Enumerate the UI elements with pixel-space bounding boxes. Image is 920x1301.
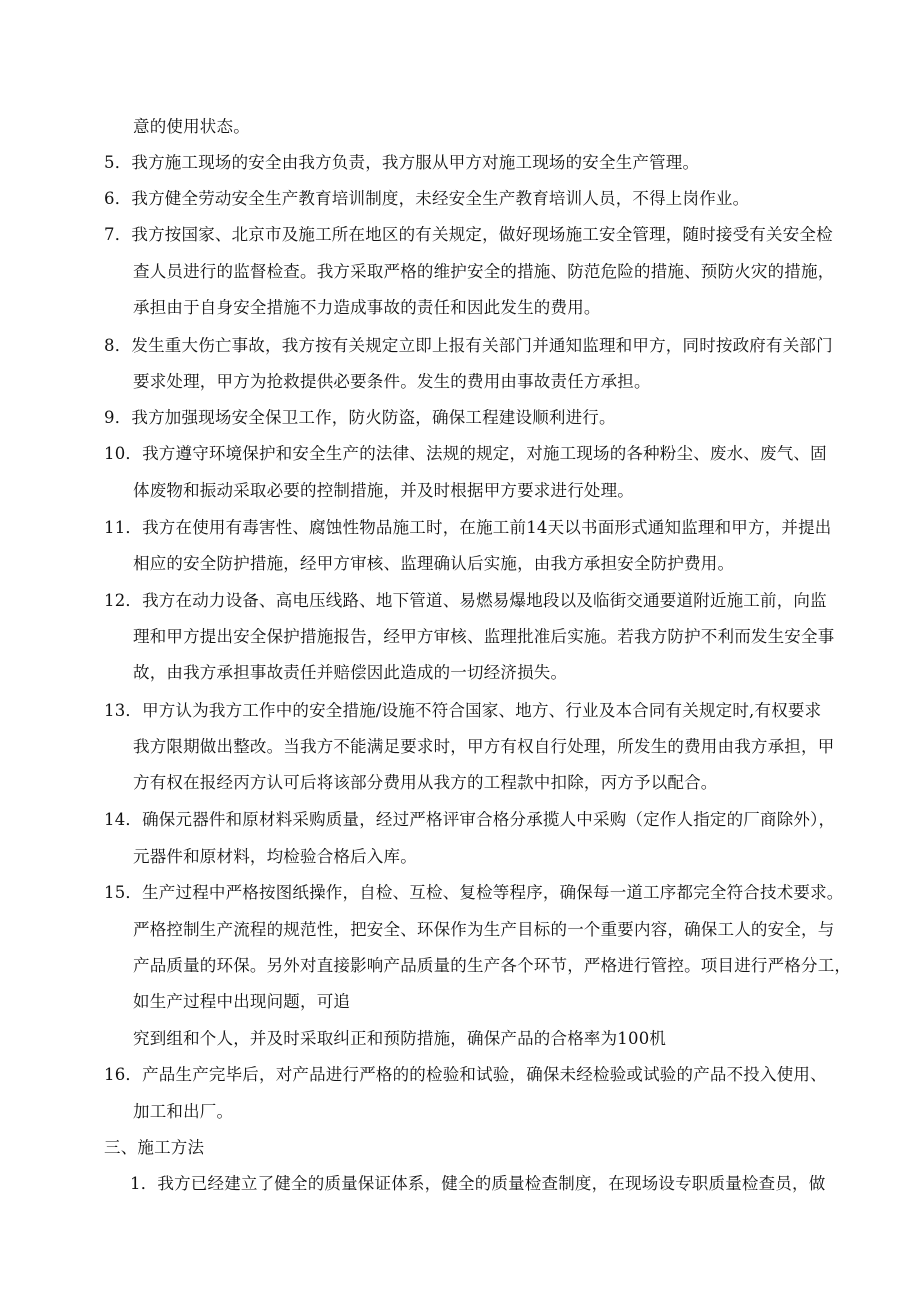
text-line: 1．我方已经建立了健全的质量保证体系，健全的质量检查制度，在现场设专职质量检查员，做 bbox=[130, 1174, 826, 1193]
text-line: 6．我方健全劳动安全生产教育培训制度，未经安全生产教育培训人员，不得上岗作业。 bbox=[104, 189, 750, 208]
text-line: 严格控制生产流程的规范性，把安全、环保作为生产目标的一个重要内容，确保工人的安全，与 bbox=[133, 920, 835, 939]
text-line: 查人员进行的监督检查。我方采取严格的维护安全的措施、防范危险的措施、预防火灾的措施， bbox=[133, 262, 835, 281]
text-line: 加工和出厂。 bbox=[133, 1102, 234, 1121]
text-line: 承担由于自身安全措施不力造成事故的责任和因此发生的费用。 bbox=[133, 298, 601, 317]
text-line: 产品质量的环保。另外对直接影响产品质量的生产各个环节，严格进行管控。项目进行严格分工， bbox=[133, 956, 852, 975]
text-line: 15．生产过程中严格按图纸操作，自检、互检、复检等程序，确保每一道工序都完全符合技术要求。 bbox=[104, 883, 844, 902]
text-line: 16．产品生产完毕后，对产品进行严格的的检验和试验，确保未经检验或试验的产品不投入使用、 bbox=[104, 1065, 827, 1084]
text-line: 8．发生重大伤亡事故，我方按有关规定立即上报有关部门并通知监理和甲方，同时按政府有关部门 bbox=[104, 336, 833, 355]
text-line: 我方限期做出整改。当我方不能满足要求时，甲方有权自行处理，所发生的费用由我方承担，甲 bbox=[133, 737, 835, 756]
text-line: 如生产过程中出现问题，可追 bbox=[133, 992, 351, 1011]
section-heading: 三、施工方法 bbox=[104, 1138, 205, 1157]
text-line: 体废物和振动采取必要的控制措施，并及时根据甲方要求进行处理。 bbox=[133, 481, 634, 500]
text-line: 究到组和个人，并及时采取纠正和预防措施，确保产品的合格率为100机 bbox=[133, 1029, 667, 1048]
text-line: 14．确保元器件和原材料采购质量，经过严格评审合格分承揽人中采购（定作人指定的厂商除外）， bbox=[104, 810, 836, 829]
text-line: 方有权在报经丙方认可后将该部分费用从我方的工程款中扣除，丙方予以配合。 bbox=[133, 773, 718, 792]
text-line: 意的使用状态。 bbox=[133, 117, 250, 136]
text-line: 7．我方按国家、北京市及施工所在地区的有关规定，做好现场施工安全管理，随时接受有关安全检 bbox=[104, 225, 833, 244]
text-line: 要求处理，甲方为抢救提供必要条件。发生的费用由事故责任方承担。 bbox=[133, 372, 651, 391]
text-line: 故，由我方承担事故责任并赔偿因此造成的一切经济损失。 bbox=[133, 663, 568, 682]
text-line: 元器件和原材料，均检验合格后入库。 bbox=[133, 847, 417, 866]
text-line: 13．甲方认为我方工作中的安全措施/设施不符合国家、地方、行业及本合同有关规定时,有权要求 bbox=[104, 701, 822, 720]
text-line: 相应的安全防护措施，经甲方审核、监理确认后实施，由我方承担安全防护费用。 bbox=[133, 554, 735, 573]
text-line: 10．我方遵守环境保护和安全生产的法律、法规的规定，对施工现场的各种粉尘、废水、废气、固 bbox=[104, 444, 827, 463]
text-line: 5．我方施工现场的安全由我方负责，我方服从甲方对施工现场的安全生产管理。 bbox=[104, 153, 700, 172]
text-line: 11．我方在使用有毒害性、腐蚀性物品施工时，在施工前14天以书面形式通知监理和甲方，并提出 bbox=[104, 518, 832, 537]
text-line: 12．我方在动力设备、高电压线路、地下管道、易燃易爆地段以及临街交通要道附近施工前，向监 bbox=[104, 591, 827, 610]
text-line: 9．我方加强现场安全保卫工作，防火防盗，确保工程建设顺利进行。 bbox=[104, 408, 616, 427]
text-line: 理和甲方提出安全保护措施报告，经甲方审核、监理批准后实施。若我方防护不利而发生安全事 bbox=[133, 627, 835, 646]
